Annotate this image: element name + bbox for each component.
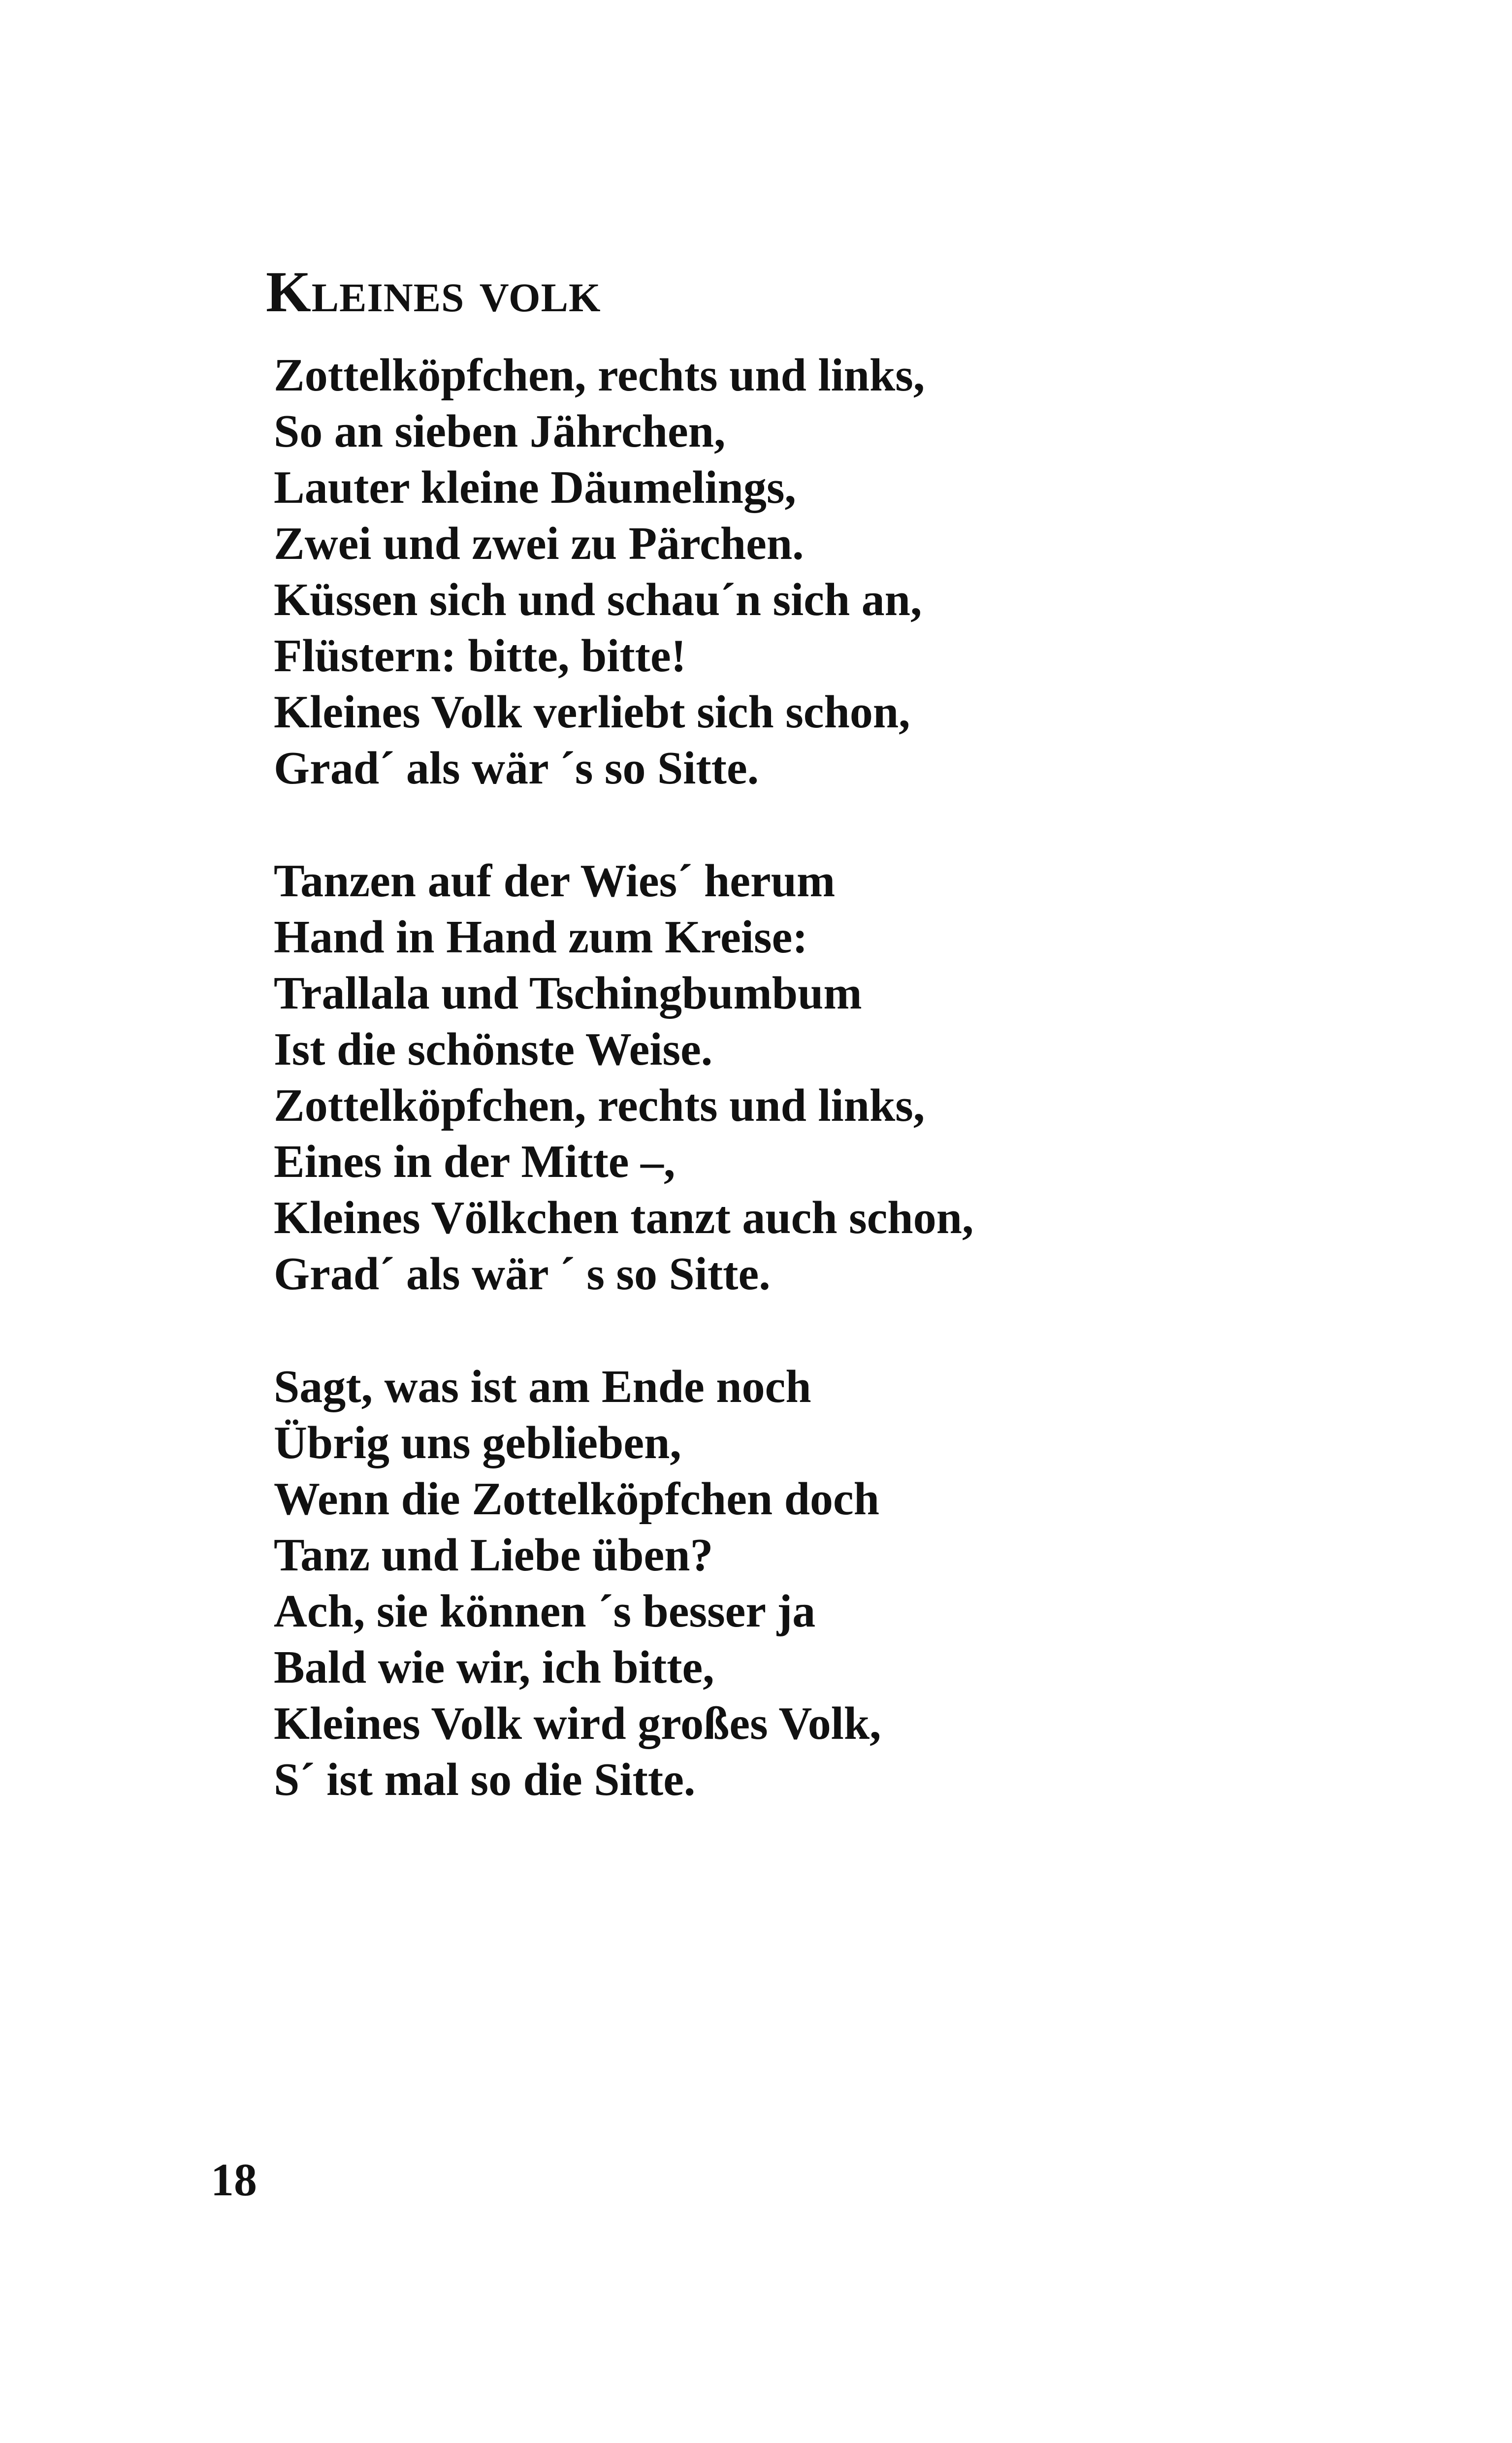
poem-line: Tanzen auf der Wies´ herum — [274, 855, 836, 907]
poem-line: Zottelköpfchen, rechts und links, — [274, 350, 925, 401]
poem-title: Kleines volk — [266, 260, 601, 325]
poem-line: Zottelköpfchen, rechts und links, — [274, 1080, 925, 1131]
poem-line: Ach, sie können ´s besser ja — [274, 1586, 816, 1637]
poem-line: So an sieben Jährchen, — [274, 406, 726, 457]
poem-body — [274, 347, 1406, 1864]
poem-line: Bald wie wir, ich bitte, — [274, 1642, 714, 1693]
poem-line: Flüstern: bitte, bitte! — [274, 630, 686, 682]
poem-line: Küssen sich und schau´n sich an, — [274, 574, 922, 625]
poem-line: Kleines Volk wird großes Volk, — [274, 1698, 881, 1749]
poem-line: Tanz und Liebe üben? — [274, 1530, 713, 1581]
page-number: 18 — [211, 2154, 257, 2206]
poem-line: Wenn die Zottelköpfchen doch — [274, 1473, 879, 1525]
stanza-1 — [274, 347, 1406, 796]
poem-line: Zwei und zwei zu Pärchen. — [274, 518, 804, 569]
poem-line: Eines in der Mitte –, — [274, 1136, 676, 1187]
poem-line: Hand in Hand zum Kreise: — [274, 912, 808, 963]
poem-line: Sagt, was ist am Ende noch — [274, 1361, 811, 1412]
poem-line: Kleines Volk verliebt sich schon, — [274, 686, 910, 738]
poem-line: Trallala und Tschingbumbum — [274, 968, 862, 1019]
poem-line: Grad´ als wär ´ s so Sitte. — [274, 1248, 771, 1300]
poem-line: Ist die schönste Weise. — [274, 1024, 713, 1075]
poem-line: Kleines Völkchen tanzt auch schon, — [274, 1192, 974, 1243]
poem-line: Grad´ als wär ´s so Sitte. — [274, 743, 759, 794]
poem-line: S´ ist mal so die Sitte. — [274, 1754, 696, 1805]
stanza-2 — [274, 853, 1406, 1302]
poem-line: Übrig uns geblieben, — [274, 1417, 681, 1468]
poem-line: Lauter kleine Däumelings, — [274, 462, 797, 513]
stanza-3 — [274, 1359, 1406, 1808]
